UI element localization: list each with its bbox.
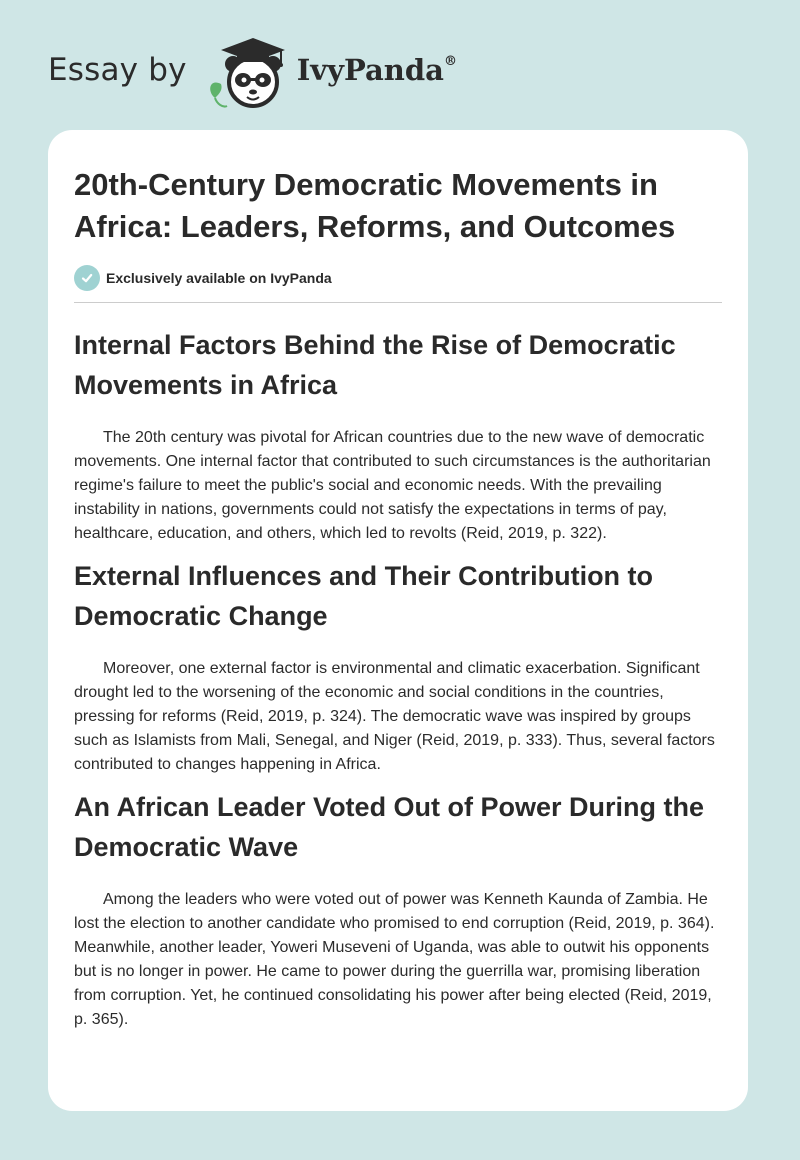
- section-paragraph: The 20th century was pivotal for African countries due to the new wave of democratic movements. One internal factor that contributed to such circumstances is the authoritarian regime's failure to meet the public's social and economic needs. With the prevailing instability in nations, governments could not satisfy the expectations in terms of pay, healthcare, education, and others, which led to revolts (Reid, 2019, p. 322).: [74, 429, 711, 542]
- section-heading: An African Leader Voted Out of Power During the Democratic Wave: [74, 792, 705, 862]
- essay-by-label: Essay by: [48, 52, 187, 88]
- section-internal-factors: [74, 325, 722, 546]
- exclusive-badge: [74, 264, 722, 292]
- panda-logo-icon: [201, 34, 293, 114]
- section-paragraph: Moreover, one external factor is environmental and climatic exacerbation. Significant drought led to the worsening of the economic and social conditions in the countries, pressing for reforms (Reid, 2019, p. 324). The democratic wave was inspired by groups such as Islamists from Mali, Senegal, and Niger (Reid, 2019, p. 333). Thus, several factors contributed to changes happening in Africa.: [74, 660, 715, 773]
- exclusive-badge-label: Exclusively available on IvyPanda: [106, 270, 332, 286]
- section-african-leader: [74, 787, 722, 1032]
- essay-card: [48, 130, 748, 1111]
- section-paragraph: Among the leaders who were voted out of power was Kenneth Kaunda of Zambia. He lost the election to another candidate who promised to end corruption (Reid, 2019, p. 364). Meanwhile, another leader, Yoweri Museveni of Uganda, was able to outwit his opponents but is no longer in power. He came to power during the guerrilla war, promising liberation from corruption. Yet, he continued consolidating his power after being elected (Reid, 2019, p. 365).: [74, 891, 715, 1028]
- title-divider: [74, 302, 722, 303]
- section-heading: External Influences and Their Contribution to Democratic Change: [74, 561, 654, 631]
- section-external-influences: [74, 556, 722, 777]
- brand-name-text: IvyPanda: [296, 53, 444, 87]
- brand-header: [48, 34, 457, 114]
- checkmark-icon: [74, 265, 100, 291]
- brand-name: [297, 53, 457, 87]
- registered-mark: ®: [443, 54, 457, 70]
- section-heading: Internal Factors Behind the Rise of Democratic Movements in Africa: [74, 330, 676, 400]
- essay-title: 20th-Century Democratic Movements in Africa: Leaders, Reforms, and Outcomes: [74, 167, 676, 244]
